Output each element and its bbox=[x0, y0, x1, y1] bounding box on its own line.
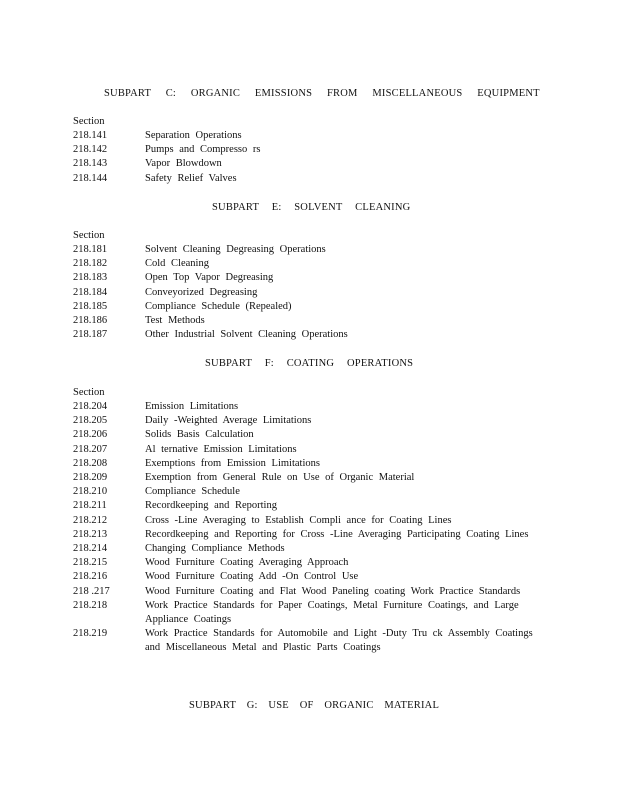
section-number: 218.210 bbox=[73, 486, 108, 498]
toc-entry bbox=[0, 457, 618, 471]
section-label: Section bbox=[73, 116, 105, 127]
section-number: 218.141 bbox=[73, 130, 108, 141]
section-number: 218 .217 bbox=[73, 585, 110, 597]
section-title: Vapor Blowdown bbox=[145, 158, 222, 170]
section-number: 218.184 bbox=[73, 286, 108, 298]
section-number: 218.206 bbox=[73, 429, 108, 441]
section-number: 218.218 bbox=[73, 599, 108, 611]
section-title: Work Practice Standards for Paper Coatings, Metal Furniture Coatings, and Large Appliance Coatings bbox=[145, 599, 519, 626]
section-title: Pumps and Compresso rs bbox=[145, 144, 261, 156]
section-title: Solvent Cleaning Degreasing Operations bbox=[145, 244, 326, 255]
toc-entry bbox=[0, 129, 618, 143]
toc-entry bbox=[0, 443, 618, 457]
section-title: Compliance Schedule (Repealed) bbox=[145, 300, 292, 312]
toc-entry bbox=[0, 471, 618, 485]
section-title: Wood Furniture Coating Averaging Approach bbox=[145, 557, 349, 569]
toc-entry bbox=[0, 428, 618, 442]
toc-entry bbox=[0, 243, 618, 257]
section-title: Recordkeeping and Reporting bbox=[145, 500, 277, 512]
toc-entry bbox=[0, 157, 618, 171]
toc-entry bbox=[0, 143, 618, 157]
section-title: Changing Compliance Methods bbox=[145, 543, 285, 555]
toc-entry bbox=[0, 585, 618, 599]
toc-entry bbox=[0, 257, 618, 271]
section-number: 218.142 bbox=[73, 144, 108, 156]
section-title: Wood Furniture Coating Add -On Control Use bbox=[145, 571, 359, 583]
toc-entry bbox=[0, 286, 618, 300]
section-label: Section bbox=[73, 230, 105, 241]
section-title: Recordkeeping and Reporting for Cross -Line Averaging Participating Coating Lines bbox=[145, 528, 529, 540]
toc-entry bbox=[0, 627, 618, 655]
toc-entry bbox=[0, 570, 618, 584]
toc-entry bbox=[0, 400, 618, 414]
section-number: 218.181 bbox=[73, 244, 108, 255]
subpart-f-heading: SUBPART F: COATING OPERATIONS bbox=[205, 358, 414, 369]
toc-entry bbox=[0, 300, 618, 314]
section-number: 218.187 bbox=[73, 329, 108, 341]
toc-entry bbox=[0, 485, 618, 499]
toc-entry bbox=[0, 271, 618, 285]
section-title: Open Top Vapor Degreasing bbox=[145, 272, 274, 284]
subpart-e-heading: SUBPART E: SOLVENT CLEANING bbox=[212, 202, 411, 213]
section-title: Safety Relief Valves bbox=[145, 172, 237, 184]
toc-entry bbox=[0, 328, 618, 342]
section-number: 218.144 bbox=[73, 172, 108, 184]
subpart-e-entries bbox=[0, 243, 618, 342]
section-title: Al ternative Emission Limitations bbox=[145, 443, 297, 455]
section-number: 218.182 bbox=[73, 258, 108, 270]
section-number: 218.219 bbox=[73, 628, 108, 640]
section-number: 218.186 bbox=[73, 315, 108, 327]
section-number: 218.215 bbox=[73, 557, 108, 569]
section-number: 218.183 bbox=[73, 272, 108, 284]
section-title: Exemptions from Emission Limitations bbox=[145, 457, 320, 469]
section-number: 218.211 bbox=[73, 500, 107, 512]
section-number: 218.143 bbox=[73, 158, 108, 170]
section-title: Conveyorized Degreasing bbox=[145, 286, 258, 298]
toc-entry bbox=[0, 514, 618, 528]
toc-entry bbox=[0, 542, 618, 556]
toc-entry bbox=[0, 556, 618, 570]
toc-entry bbox=[0, 499, 618, 513]
subpart-f-entries bbox=[0, 400, 618, 656]
toc-entry bbox=[0, 414, 618, 428]
section-number: 218.185 bbox=[73, 300, 108, 312]
section-number: 218.213 bbox=[73, 528, 108, 540]
subpart-c-entries bbox=[0, 129, 618, 186]
section-number: 218.207 bbox=[73, 443, 108, 455]
section-title: Test Methods bbox=[145, 315, 205, 327]
section-number: 218.212 bbox=[73, 514, 108, 526]
section-number: 218.204 bbox=[73, 401, 108, 412]
section-title: Work Practice Standards for Automobile and Light -Duty Tru ck Assembly Coatings and Miscellaneous Metal and Plastic Parts Coatings bbox=[145, 628, 533, 654]
section-title: Solids Basis Calculation bbox=[145, 429, 254, 441]
section-title: Emission Limitations bbox=[145, 401, 239, 412]
section-title: Cross -Line Averaging to Establish Compli ance for Coating Lines bbox=[145, 514, 452, 526]
section-title: Other Industrial Solvent Cleaning Operations bbox=[145, 329, 348, 341]
section-number: 218.208 bbox=[73, 457, 108, 469]
section-title: Cold Cleaning bbox=[145, 258, 209, 270]
toc-entry bbox=[0, 528, 618, 542]
section-title: Wood Furniture Coating and Flat Wood Paneling coating Work Practice Standards bbox=[145, 585, 521, 597]
toc-entry bbox=[0, 314, 618, 328]
section-label: Section bbox=[73, 387, 105, 398]
subpart-g-heading: SUBPART G: USE OF ORGANIC MATERIAL bbox=[189, 700, 440, 711]
subpart-c-heading: SUBPART C: ORGANIC EMISSIONS FROM MISCELLANEOUS EQUIPMENT bbox=[104, 88, 540, 99]
section-number: 218.205 bbox=[73, 415, 108, 427]
section-number: 218.214 bbox=[73, 543, 108, 555]
section-number: 218.216 bbox=[73, 571, 108, 583]
section-title: Exemption from General Rule on Use of Organic Material bbox=[145, 472, 415, 484]
section-title: Separation Operations bbox=[145, 130, 242, 141]
section-title: Daily -Weighted Average Limitations bbox=[145, 415, 312, 427]
toc-entry bbox=[0, 172, 618, 186]
section-number: 218.209 bbox=[73, 472, 108, 484]
section-title: Compliance Schedule bbox=[145, 486, 240, 498]
toc-entry bbox=[0, 599, 618, 627]
